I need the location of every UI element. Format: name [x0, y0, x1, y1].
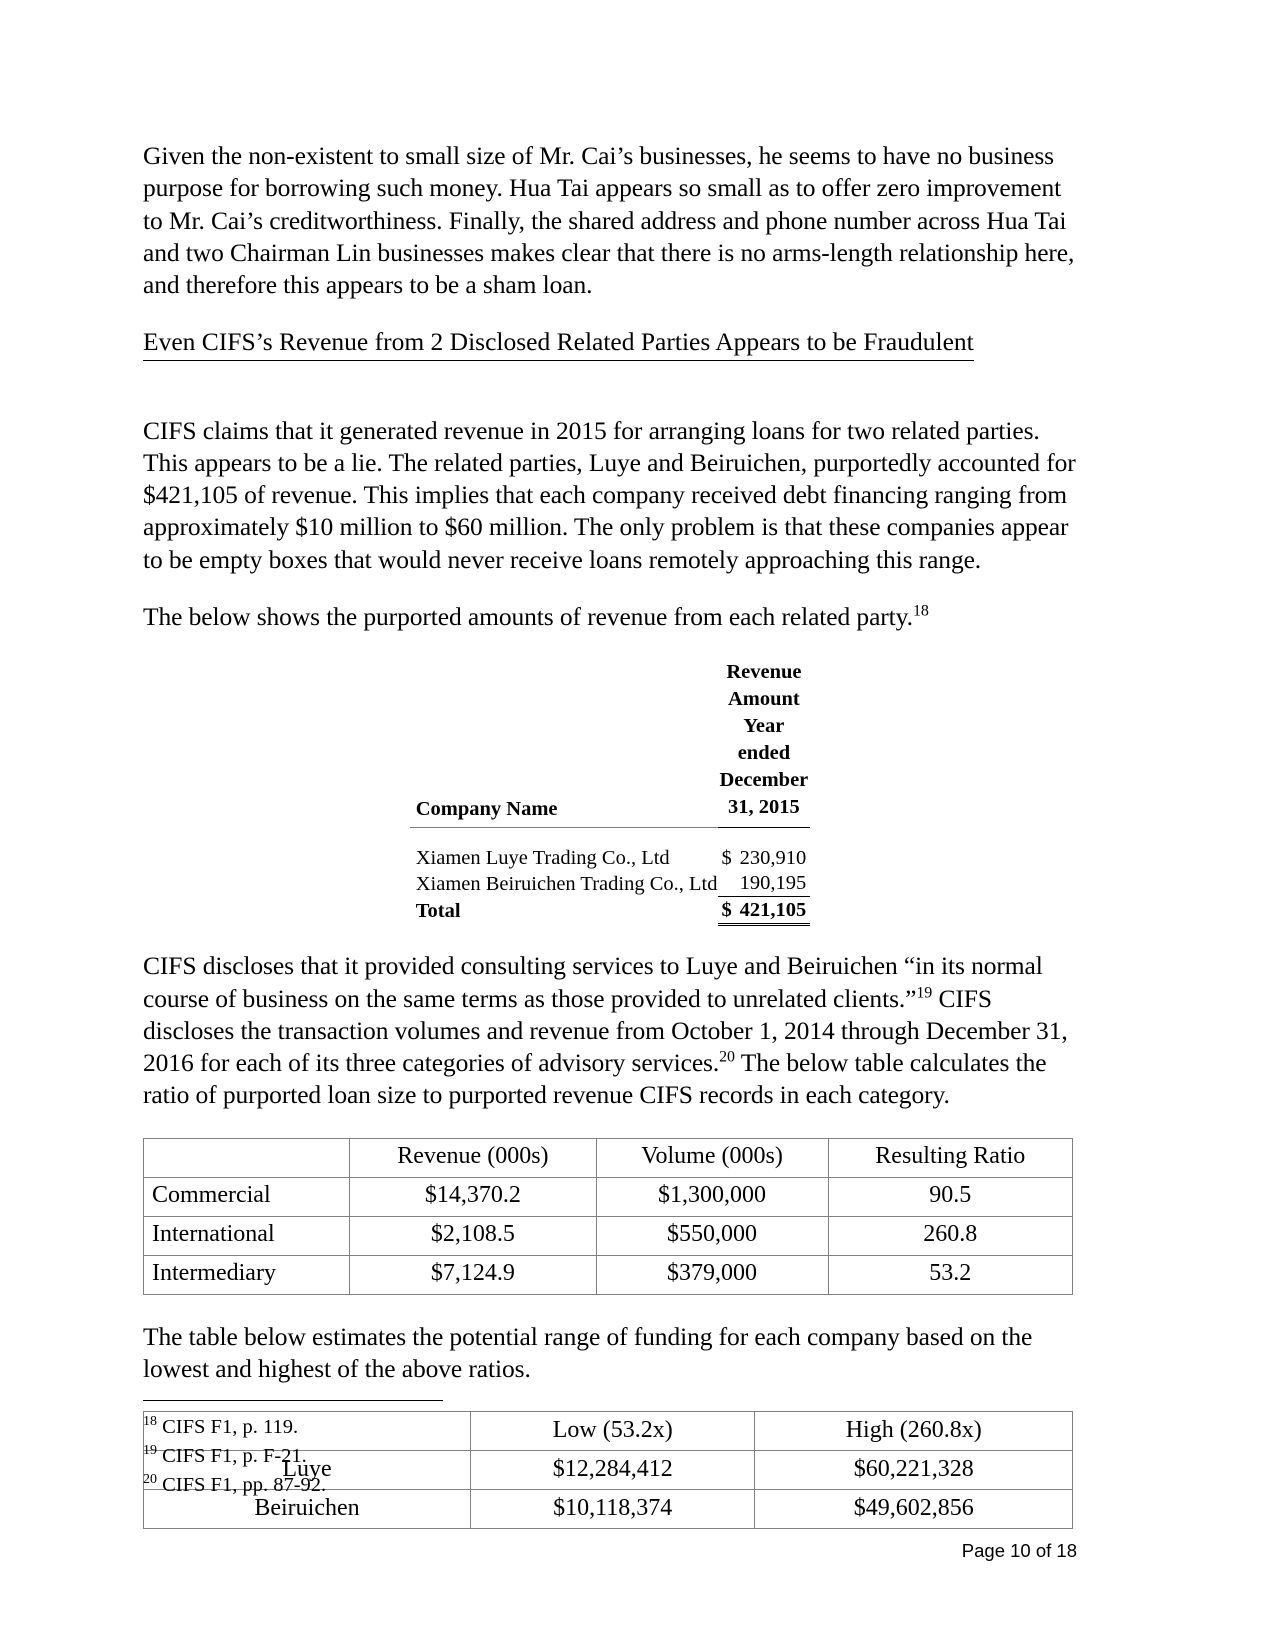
- company-name-luye: Xiamen Luye Trading Co., Ltd: [415, 847, 670, 870]
- footnote-20-text: CIFS F1, pp. 87-92.: [157, 1474, 327, 1497]
- header-revenue-amount: [718, 659, 811, 828]
- table-row: [144, 1177, 1073, 1216]
- table-row: [144, 1255, 1073, 1294]
- amount: 421,105: [739, 899, 807, 922]
- footnote-20: [143, 1471, 1073, 1500]
- footnote-marker-18: 18: [912, 602, 929, 620]
- paragraph-3: [143, 601, 1077, 633]
- revenue-by-related-party-table: [410, 659, 811, 926]
- footnote-18-marker: 18: [143, 1414, 157, 1430]
- footnote-marker-19: 19: [916, 984, 933, 1002]
- revenue-table-container: [143, 659, 1077, 926]
- ratio-intermediary: 53.2: [828, 1255, 1072, 1294]
- volume-international: $550,000: [596, 1216, 828, 1255]
- header-line-6: 31, 2015: [728, 796, 800, 819]
- footnote-separator-rule: [143, 1400, 443, 1401]
- total-value: [718, 897, 811, 925]
- header-revenue: Revenue (000s): [350, 1138, 596, 1177]
- paragraph-3-text: The below shows the purported amounts of revenue from each related party.: [143, 601, 913, 631]
- table-header-row: [410, 659, 811, 828]
- paragraph-4-part-1: CIFS discloses that it provided consulting services to Luye and Beiruichen “in its normal course of business on the same terms as those provided to unrelated clients.”: [143, 951, 1043, 1013]
- high-luye: $60,221,328: [755, 1451, 1073, 1490]
- table-row: [410, 871, 811, 897]
- category-international: International: [144, 1216, 350, 1255]
- spacer-cell-right: [718, 828, 811, 847]
- table-total-row: [410, 897, 811, 925]
- revenue-value-beiruichen: [718, 871, 811, 897]
- company-beiruichen: Beiruichen: [144, 1490, 471, 1529]
- revenue-commercial: $14,370.2: [350, 1177, 596, 1216]
- footnote-19-text: CIFS F1, p. F-21.: [157, 1445, 307, 1468]
- footnote-20-marker: 20: [143, 1472, 157, 1488]
- total-label: Total: [415, 899, 461, 922]
- advisory-category-ratio-table: [143, 1138, 1073, 1295]
- low-beiruichen: $10,118,374: [471, 1490, 755, 1529]
- header-resulting-ratio: Resulting Ratio: [828, 1138, 1072, 1177]
- footnote-18: [143, 1413, 1073, 1442]
- table-spacer-row: [410, 828, 811, 847]
- currency-symbol: $: [721, 847, 732, 870]
- spacer-cell-left: [410, 828, 718, 847]
- table-row: [410, 846, 811, 871]
- footnote-19: [143, 1442, 1073, 1471]
- header-line-4: ended: [737, 742, 791, 765]
- footnote-marker-20: 20: [719, 1048, 735, 1066]
- company-luye: Luye: [144, 1451, 471, 1490]
- header-line-2: Amount: [728, 688, 800, 711]
- category-intermediary: Intermediary: [144, 1255, 350, 1294]
- currency-symbol: $: [721, 899, 732, 922]
- page-number-footer: Page 10 of 18: [961, 1540, 1077, 1561]
- header-volume: Volume (000s): [596, 1138, 828, 1177]
- section-heading-container: [143, 326, 1077, 386]
- section-heading-fraudulent-revenue: Even CIFS’s Revenue from 2 Disclosed Related Parties Appears to be Fraudulent: [143, 326, 974, 360]
- header-company-name: Company Name: [410, 659, 718, 828]
- header-line-3: Year: [743, 715, 785, 738]
- volume-intermediary: $379,000: [596, 1255, 828, 1294]
- paragraph-2: CIFS claims that it generated revenue in 2015 for arranging loans for two related parties. This appears to be a lie. The related parties, Luye and Beiruichen, purportedly accounted for $421,105 of revenue. This implies that each company received debt financing ranging from approximately $10 million to $60 million. The only problem is that these companies appear to be empty boxes that would never receive loans remotely approaching this range.: [143, 415, 1076, 574]
- table-row: [144, 1216, 1073, 1255]
- ratio-commercial: 90.5: [828, 1177, 1072, 1216]
- revenue-value-luye: [718, 846, 811, 871]
- revenue-international: $2,108.5: [350, 1216, 596, 1255]
- amount: 190,195: [739, 872, 807, 895]
- paragraph-4: [143, 950, 1077, 1111]
- footnote-18-text: CIFS F1, p. 119.: [157, 1416, 299, 1438]
- company-name-beiruichen: Xiamen Beiruichen Trading Co., Ltd: [415, 872, 718, 895]
- ratio-international: 260.8: [828, 1216, 1072, 1255]
- footnotes-section: [143, 1400, 1073, 1500]
- footnote-19-marker: 19: [143, 1443, 157, 1459]
- amount: 230,910: [739, 847, 807, 870]
- table-header-row: [144, 1138, 1073, 1177]
- paragraph-5: The table below estimates the potential range of funding for each company based on the lowest and highest of the above ratios.: [143, 1321, 1033, 1383]
- paragraph-4-part-3: The below table calculates the ratio of purported loan size to purported revenue CIFS records in each category.: [143, 1048, 1047, 1110]
- volume-commercial: $1,300,000: [596, 1177, 828, 1216]
- paragraph-1: Given the non-existent to small size of Mr. Cai’s businesses, he seems to have no business purpose for borrowing such money. Hua Tai appears so small as to offer zero improvement to Mr. Cai’s creditworthiness. Finally, the shared address and phone number across Hua Tai and two Chairman Lin businesses makes clear that there is no arms-length relationship here, and therefore this appears to be a sham loan.: [143, 141, 1075, 299]
- revenue-intermediary: $7,124.9: [350, 1255, 596, 1294]
- category-commercial: Commercial: [144, 1177, 350, 1216]
- header-line-1: Revenue: [726, 661, 802, 683]
- low-luye: $12,284,412: [471, 1451, 755, 1490]
- high-beiruichen: $49,602,856: [755, 1490, 1073, 1529]
- paragraph-4-part-2: CIFS discloses the transaction volumes and revenue from October 1, 2014 through December 31, 2016 for each of its three categories of advisory services.: [143, 983, 1068, 1078]
- header-category-blank: [144, 1138, 350, 1177]
- header-line-5: December: [719, 769, 809, 792]
- header-high: High (260.8x): [755, 1412, 1073, 1451]
- header-low: Low (53.2x): [471, 1412, 755, 1451]
